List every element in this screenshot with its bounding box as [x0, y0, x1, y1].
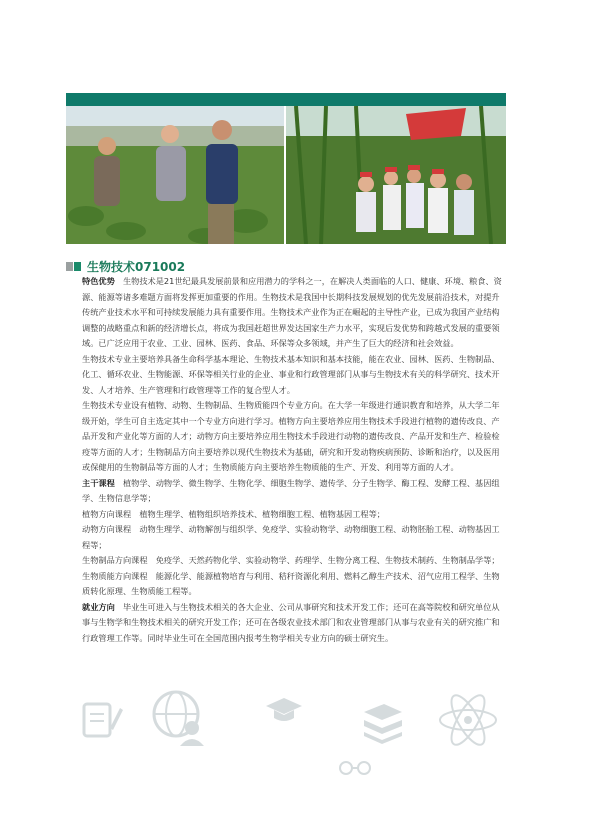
paragraph-core-courses	[66, 476, 506, 507]
paragraph-text: 生物技术专业主要培养具备生命科学基本理论、生物技术基本知识和基本技能，能在农业、园林、医药、生物制品、化工、循环农业、生物能源、环保等相关行业的企业、事业和行政管理部门从事与生物技术有关的科学研究、技术开发、人才培养、生产管理和行政管理等工作的复合型人才。	[82, 353, 500, 395]
paragraph-bioproduct-courses	[66, 553, 506, 569]
paragraph-text: 动物方向课程 动物生理学、动物解剖与组织学、免疫学、实验动物学、动物细胞工程、动物胚胎工程、动物基因工程等；	[82, 524, 500, 550]
section-heading	[66, 258, 185, 275]
paragraph-advantages	[66, 274, 506, 352]
article-body	[66, 274, 506, 646]
heading-marker-green	[74, 262, 81, 271]
globe-graduate-icon	[150, 688, 210, 748]
graduation-cap-icon	[264, 694, 304, 724]
section-title: 生物技术071002	[87, 260, 186, 274]
paragraph-text: 生物质能方向课程 能源化学、能源植物培育与利用、秸秆资源化利用、燃料乙醇生产技术、沼气应用工程学、生物质转化原理、生物质能工程等。	[82, 570, 500, 596]
field-photo-left	[66, 106, 284, 244]
paragraph-bioenergy-courses	[66, 569, 506, 600]
paragraph-employment	[66, 600, 506, 647]
paragraph-text: 植物方向课程 植物生理学、植物组织培养技术、植物细胞工程、植物基因工程等；	[82, 508, 385, 519]
paragraph-label: 就业方向	[82, 601, 115, 612]
paragraph-training	[66, 352, 506, 399]
book-stack-icon	[358, 698, 406, 746]
paragraph-directions	[66, 398, 506, 476]
heading-marker-grey	[66, 262, 73, 271]
paragraph-label: 特色优势	[82, 276, 115, 286]
paragraph-text: 生物制品方向课程 免疫学、天然药物化学、实验动物学、药理学、生物分离工程、生物技术制药、生物制品学等；	[82, 555, 500, 565]
paragraph-text: 毕业生可进入与生物技术相关的各大企业、公司从事研究和技术开发工作；还可在高等院校和研究单位从事与生物学和生物技术相关的研究开发工作；还可在各级农业技术部门和农业管理部门从事与农业有关的研究推广和行政管理工作等。同时毕业生可在全国范围内报考生物学相关专业方向的硕士研究生。	[82, 601, 500, 643]
paragraph-text: 生物技术是21世纪最具发展前景和应用潜力的学科之一，在解决人类面临的人口、健康、环境、粮食、资源、能源等诸多难题方面将发挥更加重要的作用。生物技术是我国中长期科技发展规划的优先发展前沿技术，对提升传统产业技术水平和可持续发展能力具有重要作用。生物技术产业作为正在崛起的主导性产业，已成为我国产业结构调整的战略重点和新的经济增长点，将成为我国赶超世界发达国家生产力水平，实现后发优势和跨越式发展的重要领域。已广泛应用于农业、工业、园林、医药、食品、环保等众多领域，并产生了巨大的经济和社会效益。	[82, 276, 502, 348]
decorative-icon-row	[66, 688, 506, 798]
glasses-icon	[338, 760, 372, 776]
paragraph-text: 生物技术专业设有植物、动物、生物制品、生物质能四个专业方向。在大学一年级进行通识教育和培养，从大学二年级开始，学生可自主选定其中一个专业方向进行学习。植物方向主要培养应用生物技术手段进行植物的遗传改良、产品开发和产业化等方面的人才；动物方向主要培养应用生物技术手段进行动物的遗传改良、产品开发和生产、检验检疫等方面的人才；生物制品方向主要培养以现代生物技术为基础，研究和开发动物疾病预防、诊断和治疗，以及医用或保健用的生物制品等方面的人才；生物质能方向主要培养生物质能的生产、开发、利用等方面的人才。	[82, 400, 500, 472]
paragraph-plant-courses	[66, 507, 506, 523]
atom-icon	[436, 688, 500, 752]
field-photo-right	[286, 106, 506, 244]
paragraph-animal-courses	[66, 522, 506, 553]
notepad-pen-icon	[80, 698, 124, 742]
paragraph-label: 主干课程	[82, 477, 115, 488]
paragraph-text: 植物学、动物学、微生物学、生物化学、细胞生物学、遗传学、分子生物学、酶工程、发酵工程、基因组学、生物信息学等；	[82, 477, 500, 503]
header-bar	[66, 93, 506, 106]
